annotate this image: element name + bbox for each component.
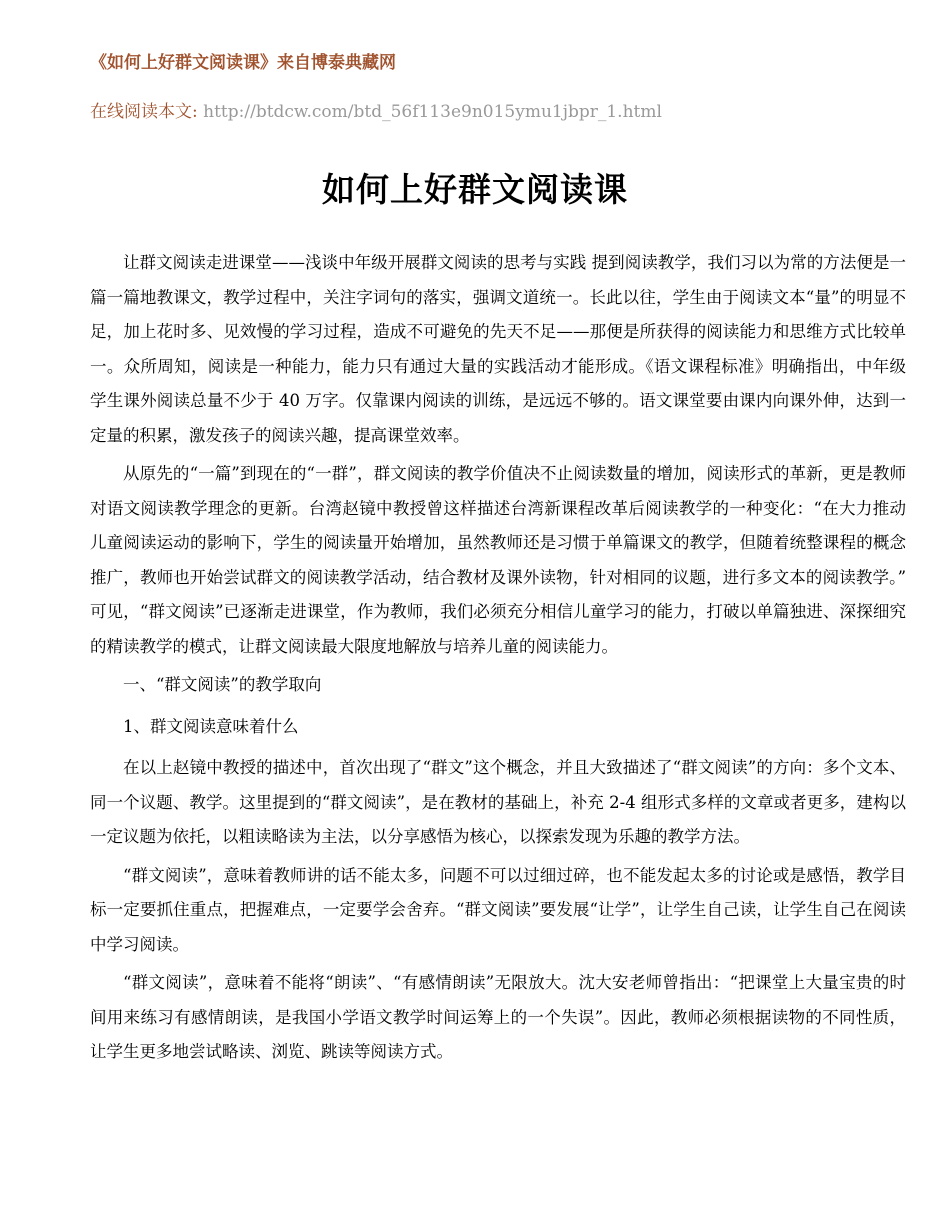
paragraph: “群文阅读”，意味着不能将“朗读”、“有感情朗读”无限放大。沈大安老师曾指出：“把课堂上大量宝贵的时间用来练习有感情朗读，是我国小学语文教学时间运筹上的一个失误”。因此，教师必须根据读物的不同性质，让学生更多地尝试略读、浏览、跳读等阅读方式。 [90, 973, 906, 1061]
document-title: 如何上好群文阅读课 [322, 170, 628, 209]
subsection-heading: 1、群文阅读意味着什么 [123, 716, 299, 736]
section-heading: 一、“群文阅读”的教学取向 [123, 675, 322, 694]
paragraph: 从原先的“一篇”到现在的“一群”，群文阅读的教学价值决不止阅读数量的增加，阅读形式的革新，更是教师对语文阅读教学理念的更新。台湾赵镜中教授曾这样描述台湾新课程改革后阅读教学的一种变化：“在大力推动儿童阅读运动的影响下，学生的阅读量开始增加，虽然教师还是习惯于单篇课文的教学，但随着统整课程的概念推广，教师也开始尝试群文的阅读教学活动，结合教材及课外读物，针对相同的议题，进行多文本的阅读教学。” 可见，“群文阅读”已逐渐走进课堂，作为教师，我们必须充分相信儿童学习的能力，打破以单篇独进、深探细究的精读教学的模式，让群文阅读最大限度地解放与培养儿童的阅读能力。 [90, 464, 906, 656]
paragraph: 让群文阅读走进课堂——浅谈中年级开展群文阅读的思考与实践 提到阅读教学，我们习以为常的方法便是一篇一篇地教课文，教学过程中，关注字词句的落实，强调文道统一。长此以往，学生由于阅读文本“量”的明显不足，加上花时多、见效慢的学习过程，造成不可避免的先天不足——那便是所获得的阅读能力和思维方式比较单一。众所周知，阅读是一种能力，能力只有通过大量的实践活动才能形成。《语文课程标准》明确指出，中年级学生课外阅读总量不少于 40 万字。仅靠课内阅读的训练，是远远不够的。语文课堂要由课内向课外伸，达到一定量的积累，激发孩子的阅读兴趣，提高课堂效率。 [90, 253, 906, 445]
online-reading-line [90, 97, 662, 122]
document-body [90, 246, 906, 1074]
paragraph: “群文阅读”，意味着教师讲的话不能太多，问题不可以过细过碎，也不能发起太多的讨论或是感悟，教学目标一定要抓住重点，把握难点，一定要学会舍弃。“群文阅读”要发展“让学”，让学生自己读，让学生自己在阅读中学习阅读。 [90, 865, 906, 954]
paragraph: 在以上赵镜中教授的描述中，首次出现了“群文”这个概念，并且大致描述了“群文阅读”的方向：多个文本、同一个议题、教学。这里提到的“群文阅读”，是在教材的基础上，补充 2-4 组形式多样的文章或者更多，建构以一定议题为依托，以粗读略读为主法，以分享感悟为核心，以探索发现为乐趣的教学方法。 [90, 758, 906, 846]
online-url-link[interactable]: http://btdcw.com/btd_56f113e9n015ymu1jbpr_1.html [203, 102, 662, 122]
online-label: 在线阅读本文: [90, 102, 198, 122]
source-title: 《如何上好群文阅读课》来自博泰典藏网 [90, 53, 396, 73]
